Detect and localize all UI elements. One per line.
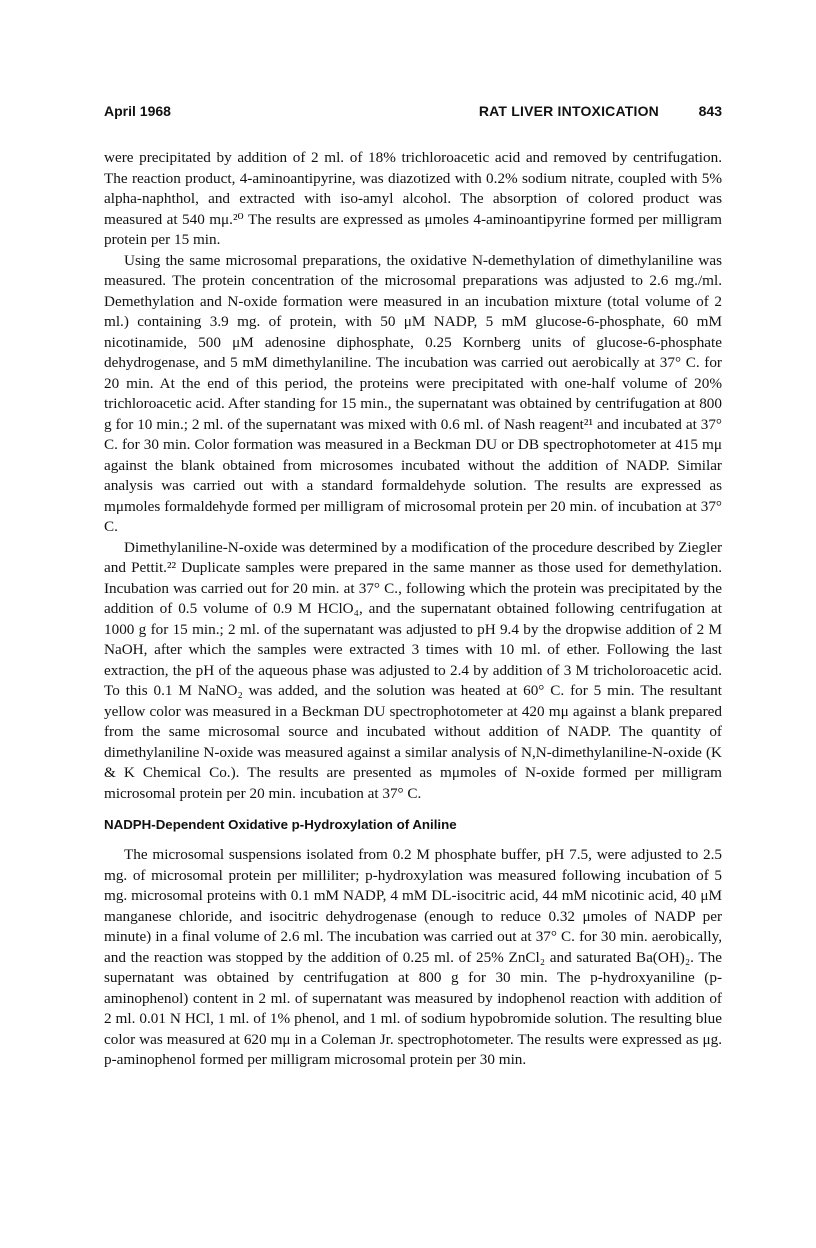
paragraph-n-oxide: Dimethylaniline-N-oxide was determined by a modification of the procedure described by Ziegler and Pettit.²² Duplicate samples were prepared in the same manner as those used for demethylation. Incubation was carried out for 20 min. at 37° C., following which the protein was precipitated by the addition of 0.5 volume of 0.9 M HClO₄, and the supernatant obtained following centrifugation at 1000 g for 15 min.; 2 ml. of the supernatant was adjusted to pH 9.4 by the dropwise addition of 2 M NaOH, after which the samples were extracted 3 times with 10 ml. of ether. Following the last extraction, the pH of the aqueous phase was adjusted to 2.4 by addition of 3 M tricholoroacetic acid. To this 0.1 M NaNO₂ was added, and the solution was heated at 60° C. for 5 min. The resultant yellow color was measured in a Beckman DU spectrophotometer at 420 mμ against a blank prepared from the same microsomal source and incubated without addition of NADP. The quantity of dimethylaniline N-oxide was measured against a similar analysis of N,N-dimethylaniline-N-oxide (K & K Chemical Co.). The results are presented as mμmoles of N-oxide formed per milligram microsomal protein per 20 min. incubation at 37° C.	[104, 538, 722, 802]
article-body	[104, 148, 722, 1071]
section-heading: NADPH-Dependent Oxidative p-Hydroxylation of Aniline	[104, 817, 457, 832]
paragraph-continued: were precipitated by addition of 2 ml. of 18% trichloroacetic acid and removed by centrifugation. The reaction product, 4-aminoantipyrine, was diazotized with 0.2% sodium nitrate, coupled with 5% alpha-naphthol, and extracted with iso-amyl alcohol. The absorption of colored product was measured at 540 mμ.²⁰ The results are expressed as μmoles 4-aminoantipyrine formed per milligram protein per 15 min.	[104, 149, 722, 248]
paragraph-hydroxylation: The microsomal suspensions isolated from 0.2 M phosphate buffer, pH 7.5, were adjusted to 2.5 mg. of microsomal protein per milliliter; p-hydroxylation was measured following incubation of 5 mg. microsomal proteins with 0.1 mM NADP, 4 mM DL-isocitric acid, 44 mM nicotinic acid, 40 μM manganese chloride, and isocitric dehydrogenase (enough to reduce 0.32 μmoles of NADP per minute) in a final volume of 2.6 ml. The incubation was carried out at 37° C. for 30 min. aerobically, and the reaction was stopped by the addition of 0.25 ml. of 25% ZnCl₂ and saturated Ba(OH)₂. The supernatant was obtained by centrifugation at 800 g for 30 min. The p-hydroxyaniline (p-aminophenol) content in 2 ml. of supernatant was measured by indophenol reaction with addition of 2 ml. 0.01 N HCl, 1 ml. of 1% phenol, and 1 ml. of sodium hypobromide solution. The resulting blue color was measured at 620 mμ in a Coleman Jr. spectrophotometer. The results were expressed as μg. p-aminophenol formed per milligram microsomal protein per 30 min.	[104, 846, 722, 1068]
running-header	[104, 103, 722, 127]
issue-date: April 1968	[104, 103, 171, 119]
page-number: 843	[698, 103, 722, 119]
running-title: RAT LIVER INTOXICATION	[478, 103, 659, 119]
paragraph-demethylation: Using the same microsomal preparations, the oxidative N-demethylation of dimethylaniline was measured. The protein concentration of the microsomal preparations was adjusted to 2.6 mg./ml. Demethylation and N-oxide formation were measured in an incubation mixture (total volume of 2 ml.) containing 3.9 mg. of protein, with 50 μM NADP, 5 mM glucose-6-phosphate, 60 mM nicotinamide, 500 μM adenosine diphosphate, 0.25 Kornberg units of glucose-6-phosphate dehydrogenase, and 5 mM dimethylaniline. The incubation was carried out aerobically at 37° C. for 20 min. At the end of this period, the proteins were precipitated with one-half volume of 20% trichloroacetic acid. After standing for 15 min., the supernatant was obtained by centrifugation at 800 g for 10 min.; 2 ml. of the supernatant was mixed with 0.6 ml. of Nash reagent²¹ and incubated at 37° C. for 30 min. Color formation was measured in a Beckman DU or DB spectrophotometer at 415 mμ against the blank obtained from microsomes incubated without the addition of NADP. Similar analysis was carried out with a standard formaldehyde solution. The results are expressed as mμmoles formaldehyde formed per milligram of microsomal protein per 20 min. of incubation at 37° C.	[104, 251, 722, 535]
